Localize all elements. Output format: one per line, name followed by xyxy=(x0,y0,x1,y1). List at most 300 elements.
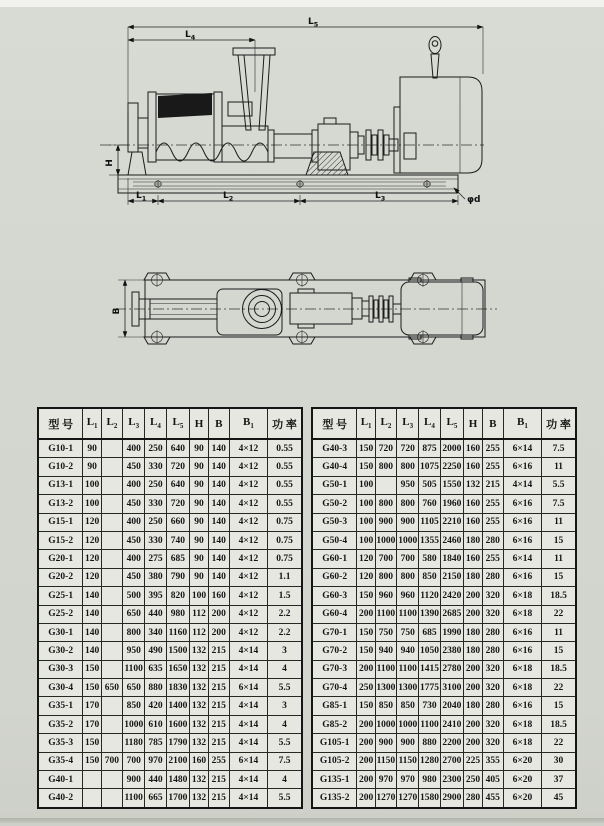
value-cell: 1000 xyxy=(375,715,396,733)
value-cell: 730 xyxy=(419,697,440,715)
value-cell: 200 xyxy=(464,715,482,733)
model-cell: G35-1 xyxy=(38,697,83,715)
header-row xyxy=(312,408,576,439)
value-cell: 400 xyxy=(122,550,144,568)
value-cell: 440 xyxy=(145,605,166,623)
value-cell: 90 xyxy=(190,513,208,531)
value-cell: 740 xyxy=(166,531,190,549)
value-cell: 1300 xyxy=(375,679,396,697)
value-cell: 2900 xyxy=(440,789,464,808)
value-cell: 132 xyxy=(190,771,208,789)
value-cell: 790 xyxy=(166,568,190,586)
value-cell: 1830 xyxy=(166,679,190,697)
value-cell: 1100 xyxy=(122,660,144,678)
value-cell: 200 xyxy=(357,771,375,789)
column-header: B xyxy=(482,408,503,439)
table-row xyxy=(312,697,576,715)
value-cell: 1415 xyxy=(419,660,440,678)
value-cell xyxy=(101,531,122,549)
value-cell: 255 xyxy=(482,458,503,476)
table-row xyxy=(312,605,576,623)
value-cell: 100 xyxy=(357,513,375,531)
value-cell: 200 xyxy=(357,715,375,733)
value-cell: 140 xyxy=(208,531,229,549)
dim-label-l4: $L_4$ xyxy=(185,30,196,42)
value-cell: 3 xyxy=(268,697,302,715)
value-cell: 2380 xyxy=(440,642,464,660)
value-cell: 6×20 xyxy=(503,752,541,770)
value-cell: 15 xyxy=(542,531,576,549)
model-cell: G35-3 xyxy=(38,734,83,752)
value-cell: 1990 xyxy=(440,623,464,641)
value-cell: 132 xyxy=(190,789,208,808)
dim-label-l3: $L_3$ xyxy=(375,191,386,203)
value-cell: 900 xyxy=(396,513,418,531)
value-cell: 100 xyxy=(357,476,375,494)
value-cell: 1650 xyxy=(166,660,190,678)
value-cell: 1100 xyxy=(375,660,396,678)
baseplate-plan xyxy=(145,280,485,337)
value-cell: 255 xyxy=(482,513,503,531)
value-cell: 100 xyxy=(357,495,375,513)
value-cell: 380 xyxy=(145,568,166,586)
value-cell: 1100 xyxy=(375,605,396,623)
value-cell: 150 xyxy=(357,439,375,458)
value-cell: 4×12 xyxy=(229,458,267,476)
value-cell: 355 xyxy=(482,752,503,770)
value-cell xyxy=(101,605,122,623)
value-cell: 1400 xyxy=(166,697,190,715)
value-cell: 3100 xyxy=(440,679,464,697)
value-cell: 1000 xyxy=(122,715,144,733)
table-row xyxy=(312,660,576,678)
value-cell: 215 xyxy=(208,734,229,752)
value-cell: 665 xyxy=(145,789,166,808)
value-cell: 750 xyxy=(375,623,396,641)
value-cell: 90 xyxy=(190,568,208,586)
value-cell xyxy=(101,495,122,513)
value-cell: 400 xyxy=(122,476,144,494)
table-row xyxy=(38,771,302,789)
value-cell: 90 xyxy=(190,439,208,458)
value-cell: 200 xyxy=(357,752,375,770)
value-cell: 960 xyxy=(396,587,418,605)
header-row xyxy=(38,408,302,439)
value-cell: 100 xyxy=(190,587,208,605)
value-cell: 6×18 xyxy=(503,679,541,697)
value-cell: 330 xyxy=(145,458,166,476)
value-cell: 4 xyxy=(268,660,302,678)
value-cell: 700 xyxy=(375,550,396,568)
value-cell: 160 xyxy=(464,458,482,476)
model-cell: G105-2 xyxy=(312,752,357,770)
value-cell: 750 xyxy=(396,623,418,641)
value-cell: 1075 xyxy=(419,458,440,476)
value-cell: 100 xyxy=(357,531,375,549)
value-cell: 250 xyxy=(145,513,166,531)
value-cell: 140 xyxy=(208,568,229,586)
value-cell: 875 xyxy=(419,439,440,458)
value-cell: 455 xyxy=(482,789,503,808)
value-cell: 700 xyxy=(396,550,418,568)
table-row xyxy=(38,531,302,549)
dim-l4 xyxy=(128,30,255,92)
support-pedestal xyxy=(306,152,348,175)
value-cell: 720 xyxy=(375,439,396,458)
value-cell: 940 xyxy=(375,642,396,660)
value-cell: 1105 xyxy=(419,513,440,531)
value-cell: 90 xyxy=(190,476,208,494)
value-cell: 1160 xyxy=(166,623,190,641)
value-cell: 11 xyxy=(542,550,576,568)
table-row xyxy=(312,587,576,605)
value-cell: 280 xyxy=(482,642,503,660)
value-cell: 2.2 xyxy=(268,623,302,641)
value-cell xyxy=(101,513,122,531)
value-cell: 170 xyxy=(83,697,101,715)
value-cell: 140 xyxy=(208,550,229,568)
value-cell: 22 xyxy=(542,605,576,623)
side-view-svg xyxy=(88,12,488,210)
value-cell: 4×14 xyxy=(229,789,267,808)
value-cell: 132 xyxy=(190,697,208,715)
model-cell: G40-1 xyxy=(38,771,83,789)
value-cell: 900 xyxy=(375,513,396,531)
value-cell: 120 xyxy=(83,531,101,549)
value-cell: 4×12 xyxy=(229,531,267,549)
value-cell: 37 xyxy=(542,771,576,789)
model-cell: G25-1 xyxy=(38,587,83,605)
dim-label-l5: $L_5$ xyxy=(308,17,319,29)
model-cell: G40-3 xyxy=(312,439,357,458)
value-cell: 100 xyxy=(83,495,101,513)
value-cell: 1700 xyxy=(166,789,190,808)
value-cell: 6×16 xyxy=(503,568,541,586)
value-cell: 140 xyxy=(208,495,229,513)
value-cell xyxy=(101,771,122,789)
table-row xyxy=(312,531,576,549)
model-cell: G40-2 xyxy=(38,789,83,808)
value-cell: 330 xyxy=(145,531,166,549)
table-row xyxy=(38,476,302,494)
table-row xyxy=(38,568,302,586)
value-cell: 320 xyxy=(482,679,503,697)
value-cell xyxy=(101,587,122,605)
value-cell: 720 xyxy=(166,458,190,476)
value-cell: 900 xyxy=(375,734,396,752)
value-cell: 6×16 xyxy=(503,531,541,549)
value-cell: 970 xyxy=(396,771,418,789)
model-cell: G70-3 xyxy=(312,660,357,678)
value-cell: 6×18 xyxy=(503,660,541,678)
table-row xyxy=(312,623,576,641)
column-header: $B_1$ xyxy=(229,408,267,439)
value-cell: 420 xyxy=(145,697,166,715)
value-cell: 6×18 xyxy=(503,715,541,733)
model-cell: G25-2 xyxy=(38,605,83,623)
value-cell: 395 xyxy=(145,587,166,605)
model-cell: G135-2 xyxy=(312,789,357,808)
value-cell: 6×14 xyxy=(503,439,541,458)
value-cell: 800 xyxy=(396,458,418,476)
value-cell: 255 xyxy=(208,752,229,770)
value-cell: 160 xyxy=(190,752,208,770)
value-cell: 140 xyxy=(83,623,101,641)
model-cell: G70-1 xyxy=(312,623,357,641)
value-cell xyxy=(101,715,122,733)
connecting-tube xyxy=(268,130,318,162)
value-cell: 280 xyxy=(464,789,482,808)
value-cell: 2460 xyxy=(440,531,464,549)
column-header: $L_3$ xyxy=(122,408,144,439)
model-cell: G30-1 xyxy=(38,623,83,641)
value-cell: 150 xyxy=(83,679,101,697)
value-cell: 11 xyxy=(542,458,576,476)
hopper-inlet xyxy=(233,48,275,130)
value-cell: 2200 xyxy=(440,734,464,752)
value-cell: 4×12 xyxy=(229,439,267,458)
dim-b xyxy=(112,280,145,337)
value-cell: 800 xyxy=(122,623,144,641)
value-cell: 200 xyxy=(464,660,482,678)
value-cell: 6×14 xyxy=(229,679,267,697)
table-row xyxy=(38,660,302,678)
anchor-bolt-marks xyxy=(154,180,431,188)
value-cell: 22 xyxy=(542,734,576,752)
value-cell: 0.55 xyxy=(268,476,302,494)
value-cell: 320 xyxy=(482,605,503,623)
value-cell: 850 xyxy=(122,697,144,715)
value-cell xyxy=(101,568,122,586)
value-cell: 15 xyxy=(542,568,576,586)
value-cell: 800 xyxy=(396,495,418,513)
value-cell: 1100 xyxy=(122,789,144,808)
value-cell: 650 xyxy=(122,679,144,697)
value-cell: 215 xyxy=(208,660,229,678)
value-cell: 970 xyxy=(375,771,396,789)
value-cell: 4×14 xyxy=(229,697,267,715)
table-row xyxy=(312,550,576,568)
model-cell: G60-3 xyxy=(312,587,357,605)
value-cell: 6×16 xyxy=(503,642,541,660)
value-cell: 820 xyxy=(166,587,190,605)
value-cell: 250 xyxy=(145,476,166,494)
value-cell: 1270 xyxy=(396,789,418,808)
value-cell: 760 xyxy=(419,495,440,513)
value-cell: 850 xyxy=(396,697,418,715)
value-cell: 2250 xyxy=(440,458,464,476)
plan-view-svg xyxy=(105,262,505,357)
column-header: $B_1$ xyxy=(503,408,541,439)
value-cell: 4×12 xyxy=(229,476,267,494)
table-row xyxy=(38,605,302,623)
table-row xyxy=(38,642,302,660)
lifting-eye-icon xyxy=(429,37,441,79)
value-cell: 800 xyxy=(375,568,396,586)
value-cell: 2780 xyxy=(440,660,464,678)
value-cell: 22 xyxy=(542,679,576,697)
table-row xyxy=(38,439,302,458)
column-header: $L_1$ xyxy=(83,408,101,439)
value-cell: 180 xyxy=(464,531,482,549)
value-cell: 180 xyxy=(464,568,482,586)
value-cell: 700 xyxy=(101,752,122,770)
screw-rotor xyxy=(156,143,268,161)
value-cell: 4×14 xyxy=(503,476,541,494)
value-cell: 4×12 xyxy=(229,550,267,568)
value-cell: 6×18 xyxy=(503,587,541,605)
table-row xyxy=(38,697,302,715)
value-cell: 5.5 xyxy=(268,789,302,808)
value-cell: 140 xyxy=(83,642,101,660)
value-cell: 215 xyxy=(482,476,503,494)
value-cell: 0.75 xyxy=(268,550,302,568)
value-cell: 5.5 xyxy=(268,734,302,752)
model-cell: G20-2 xyxy=(38,568,83,586)
value-cell: 6×20 xyxy=(503,771,541,789)
value-cell: 1000 xyxy=(396,715,418,733)
value-cell: 1480 xyxy=(166,771,190,789)
value-cell: 215 xyxy=(208,771,229,789)
column-header: $L_2$ xyxy=(101,408,122,439)
table-row xyxy=(312,439,576,458)
value-cell: 610 xyxy=(145,715,166,733)
table-row xyxy=(38,550,302,568)
value-cell: 6×16 xyxy=(503,623,541,641)
column-header: 功 率 xyxy=(268,408,302,439)
table-row xyxy=(312,513,576,531)
value-cell: 4 xyxy=(268,715,302,733)
value-cell: 320 xyxy=(482,734,503,752)
value-cell: 960 xyxy=(375,587,396,605)
value-cell: 1100 xyxy=(396,605,418,623)
value-cell: 200 xyxy=(464,587,482,605)
dim-label-l2: $L_2$ xyxy=(223,191,234,203)
column-header: B xyxy=(208,408,229,439)
value-cell: 685 xyxy=(166,550,190,568)
value-cell: 7.5 xyxy=(542,495,576,513)
value-cell: 180 xyxy=(464,642,482,660)
value-cell: 200 xyxy=(357,605,375,623)
value-cell: 140 xyxy=(83,605,101,623)
value-cell: 160 xyxy=(464,513,482,531)
value-cell: 160 xyxy=(464,550,482,568)
value-cell: 90 xyxy=(83,458,101,476)
value-cell: 6×16 xyxy=(503,697,541,715)
dim-label-b: B xyxy=(112,307,122,315)
value-cell xyxy=(375,476,396,494)
model-cell: G50-3 xyxy=(312,513,357,531)
value-cell: 1.1 xyxy=(268,568,302,586)
value-cell: 4×12 xyxy=(229,495,267,513)
value-cell: 140 xyxy=(208,513,229,531)
value-cell: 4×14 xyxy=(229,771,267,789)
value-cell xyxy=(101,623,122,641)
value-cell: 215 xyxy=(208,697,229,715)
table-row xyxy=(312,679,576,697)
value-cell: 320 xyxy=(482,715,503,733)
table-row xyxy=(38,495,302,513)
value-cell: 255 xyxy=(482,550,503,568)
value-cell: 1150 xyxy=(375,752,396,770)
value-cell: 4×14 xyxy=(229,715,267,733)
value-cell: 1180 xyxy=(122,734,144,752)
column-header: $L_4$ xyxy=(419,408,440,439)
value-cell: 970 xyxy=(145,752,166,770)
model-cell: G105-1 xyxy=(312,734,357,752)
value-cell: 120 xyxy=(357,550,375,568)
discharge-flange xyxy=(128,103,148,175)
table-row xyxy=(38,752,302,770)
feed-chamber xyxy=(222,102,268,162)
value-cell: 1100 xyxy=(396,660,418,678)
value-cell: 1355 xyxy=(419,531,440,549)
value-cell: 4×12 xyxy=(229,605,267,623)
dim-label-l1: $L_1$ xyxy=(136,191,147,203)
value-cell: 280 xyxy=(482,531,503,549)
value-cell: 640 xyxy=(166,439,190,458)
model-cell: G60-2 xyxy=(312,568,357,586)
motor-plan xyxy=(401,278,483,339)
column-header: $L_2$ xyxy=(375,408,396,439)
table-row xyxy=(38,715,302,733)
value-cell: 6×16 xyxy=(503,495,541,513)
value-cell: 0.55 xyxy=(268,495,302,513)
column-header: 功 率 xyxy=(542,408,576,439)
value-cell: 640 xyxy=(166,476,190,494)
value-cell: 700 xyxy=(122,752,144,770)
value-cell: 1120 xyxy=(419,587,440,605)
value-cell: 950 xyxy=(122,642,144,660)
table-row xyxy=(312,476,576,494)
value-cell: 132 xyxy=(190,642,208,660)
scan-edge-bottom xyxy=(0,818,604,823)
value-cell: 2410 xyxy=(440,715,464,733)
value-cell: 30 xyxy=(542,752,576,770)
value-cell: 160 xyxy=(464,439,482,458)
value-cell: 1000 xyxy=(396,531,418,549)
value-cell: 255 xyxy=(482,495,503,513)
value-cell: 1500 xyxy=(166,642,190,660)
column-header: $L_4$ xyxy=(145,408,166,439)
value-cell: 720 xyxy=(396,439,418,458)
table-row xyxy=(312,752,576,770)
value-cell: 320 xyxy=(482,587,503,605)
value-cell: 15 xyxy=(542,642,576,660)
value-cell xyxy=(101,642,122,660)
value-cell: 150 xyxy=(83,660,101,678)
value-cell: 255 xyxy=(482,439,503,458)
value-cell: 1390 xyxy=(419,605,440,623)
value-cell: 505 xyxy=(419,476,440,494)
model-cell: G30-2 xyxy=(38,642,83,660)
value-cell: 330 xyxy=(145,495,166,513)
value-cell: 650 xyxy=(122,605,144,623)
value-cell: 6×16 xyxy=(503,458,541,476)
table-row xyxy=(38,587,302,605)
value-cell: 160 xyxy=(208,587,229,605)
value-cell: 120 xyxy=(357,568,375,586)
model-cell: G20-1 xyxy=(38,550,83,568)
model-cell: G13-1 xyxy=(38,476,83,494)
value-cell: 18.5 xyxy=(542,587,576,605)
value-cell xyxy=(101,476,122,494)
model-cell: G15-1 xyxy=(38,513,83,531)
model-cell: G13-2 xyxy=(38,495,83,513)
value-cell: 1280 xyxy=(419,752,440,770)
value-cell: 150 xyxy=(83,752,101,770)
table-row xyxy=(38,513,302,531)
